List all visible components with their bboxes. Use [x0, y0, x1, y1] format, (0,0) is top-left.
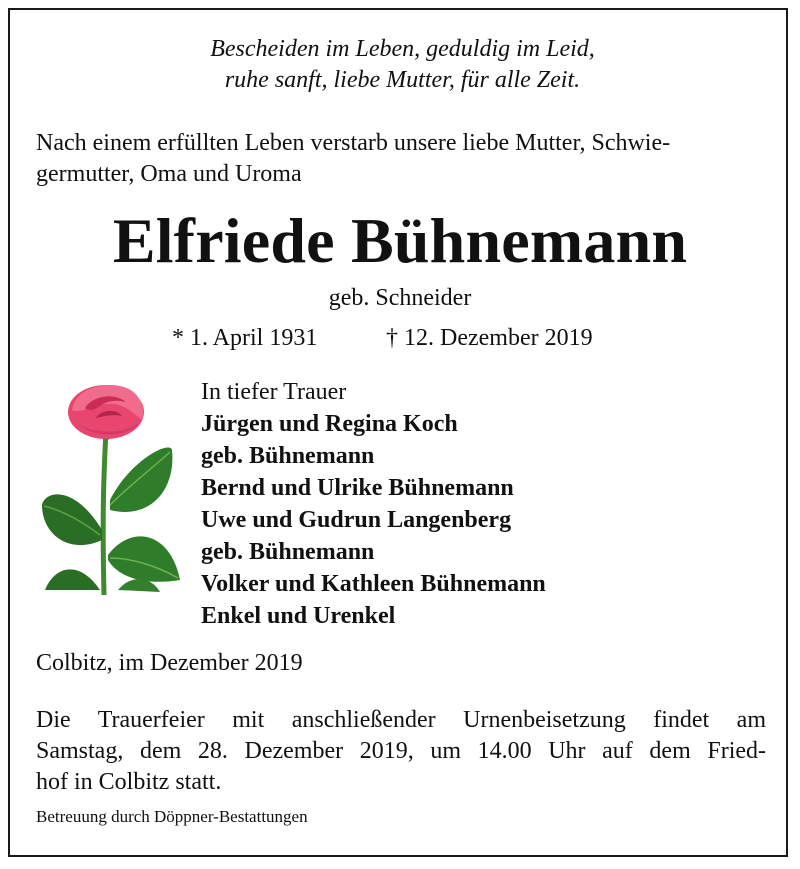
mourner-name: geb. Bühnemann: [201, 443, 375, 469]
intro-line-2: germutter, Oma und Uroma: [36, 161, 302, 187]
mourner-name: Bernd und Ulrike Bühnemann: [201, 475, 514, 501]
service-line-3: hof in Colbitz statt.: [36, 769, 222, 795]
mourners-list: [201, 376, 546, 632]
funeral-service-info: [36, 705, 766, 798]
intro-text: [36, 128, 766, 190]
mourner-name: Jürgen und Regina Koch: [201, 411, 458, 437]
place-date: Colbitz, im Dezember 2019: [36, 650, 303, 676]
service-line-2: Samstag, dem 28. Dezember 2019, um 14.00 Uhr auf dem Fried-: [36, 738, 766, 764]
maiden-name: geb. Schneider: [328, 285, 472, 311]
motto-line-1: Bescheiden im Leben, geduldig im Leid,: [210, 36, 595, 62]
undertaker-credit: Betreuung durch Döppner-Bestattungen: [36, 807, 308, 826]
mourners-heading: In tiefer Trauer: [201, 379, 347, 405]
intro-line-1: Nach einem erfüllten Leben verstarb unsere liebe Mutter, Schwie-: [36, 130, 671, 156]
motto-verse: [0, 34, 800, 96]
motto-line-2: ruhe sanft, liebe Mutter, für alle Zeit.: [224, 67, 581, 93]
birth-date: * 1. April 1931: [172, 325, 318, 351]
rose-image: [30, 380, 190, 600]
service-line-1: Die Trauerfeier mit anschließender Urnenbeisetzung findet am: [36, 707, 766, 733]
death-date: † 12. Dezember 2019: [386, 325, 593, 351]
mourner-name: Uwe und Gudrun Langenberg: [201, 507, 512, 533]
deceased-name: Elfriede Bühnemann: [112, 205, 688, 276]
mourner-name: Enkel und Urenkel: [201, 603, 396, 629]
mourner-name: Volker und Kathleen Bühnemann: [201, 571, 546, 597]
mourner-name: geb. Bühnemann: [201, 539, 375, 565]
